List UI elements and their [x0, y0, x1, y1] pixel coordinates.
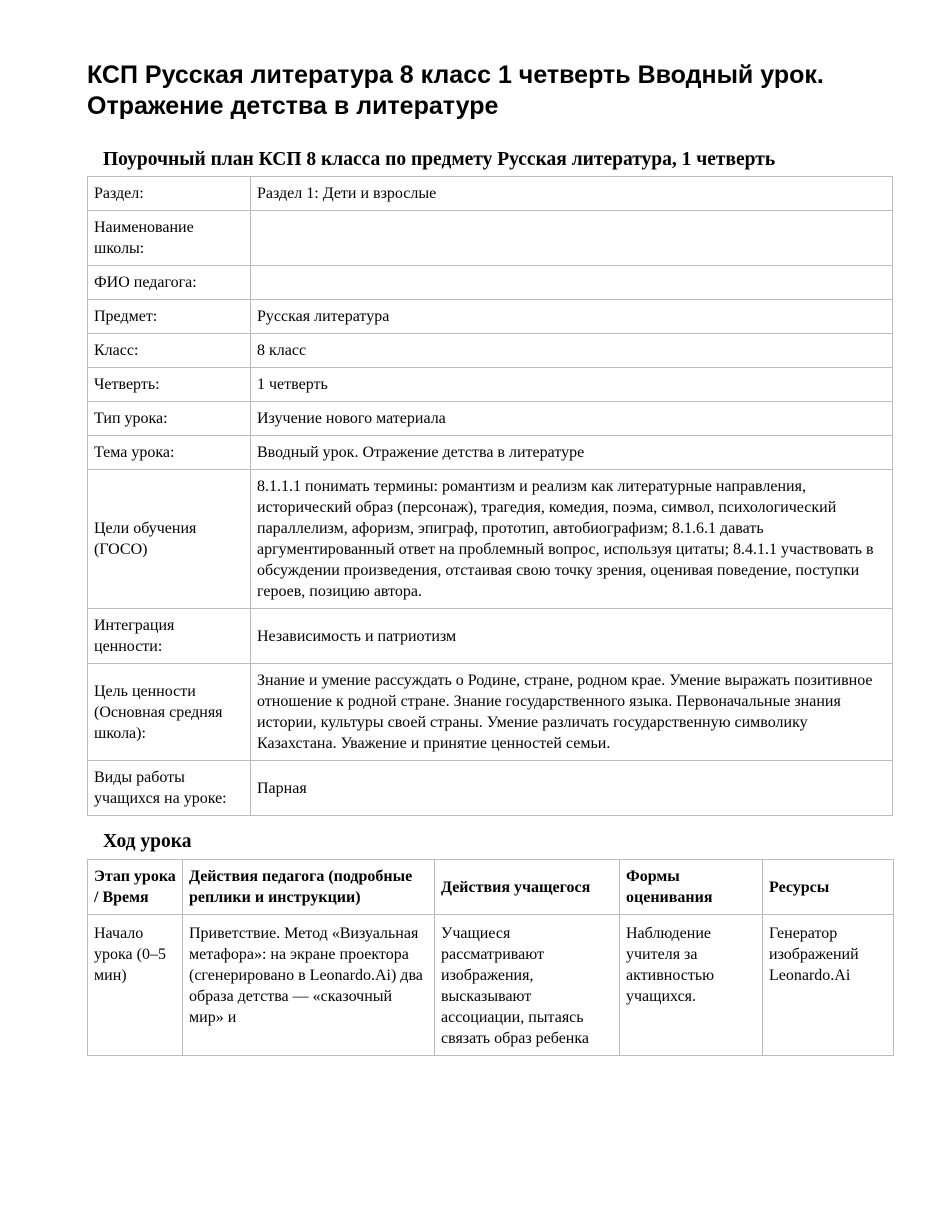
table-row	[88, 915, 894, 1056]
column-header: Действия учащегося	[435, 860, 620, 915]
student-actions-cell	[435, 915, 620, 1056]
teacher-actions-cell	[183, 915, 435, 1056]
student-actions-text: Учащиеся рассматривают изображения, высказывают ассоциации, пытаясь связать образ ребенка	[441, 925, 589, 1047]
info-value	[251, 266, 893, 300]
info-label: Интеграция ценности:	[88, 609, 251, 664]
info-row-school	[88, 211, 893, 266]
info-row-grade	[88, 334, 893, 368]
info-value: Знание и умение рассуждать о Родине, стране, родном крае. Умение выражать позитивное отношение к родной стране. Знание государственного языка. Первоначальные знания истории, культуры своей страны. Умение различать государственную символику Казахстана. Уважение и принятие ценностей семьи.	[251, 664, 893, 761]
info-label: Виды работы учащихся на уроке:	[88, 761, 251, 816]
info-row-value-goal	[88, 664, 893, 761]
table-header-row	[88, 860, 894, 915]
info-value: Независимость и патриотизм	[251, 609, 893, 664]
info-value: 8.1.1.1 понимать термины: романтизм и реализм как литературные направления, исторический образ (персонаж), трагедия, комедия, поэма, символ, психологический параллелизм, афоризм, эпиграф, прототип, автобиографизм; 8.1.6.1 давать аргументированный ответ на проблемный вопрос, используя цитаты; 8.4.1.1 участвовать в обсуждении произведения, отстаивая свою точку зрения, оценивая поведение, поступки героев, позицию автора.	[251, 470, 893, 609]
info-row-learning-goals	[88, 470, 893, 609]
column-header: Этап урока / Время	[88, 860, 183, 915]
info-label: Наименование школы:	[88, 211, 251, 266]
assessment-cell	[620, 915, 763, 1056]
info-label: Четверть:	[88, 368, 251, 402]
info-row-subject	[88, 300, 893, 334]
info-row-work-types	[88, 761, 893, 816]
assessment-text: Наблюдение учителя за активностью учащихся.	[626, 925, 715, 1005]
lesson-flow-heading: Ход урока	[103, 831, 192, 852]
info-label: Раздел:	[88, 177, 251, 211]
info-label: Цель ценности (Основная средняя школа):	[88, 664, 251, 761]
info-row-value-integration	[88, 609, 893, 664]
info-label: Тип урока:	[88, 402, 251, 436]
info-row-quarter	[88, 368, 893, 402]
info-label: Цели обучения (ГОСО)	[88, 470, 251, 609]
document-page	[87, 0, 893, 1056]
info-value: Парная	[251, 761, 893, 816]
info-label: Класс:	[88, 334, 251, 368]
info-value: Раздел 1: Дети и взрослые	[251, 177, 893, 211]
stage-cell	[88, 915, 183, 1056]
info-value: Изучение нового материала	[251, 402, 893, 436]
column-header: Ресурсы	[763, 860, 894, 915]
info-label: Тема урока:	[88, 436, 251, 470]
info-value: 1 четверть	[251, 368, 893, 402]
lesson-flow-table	[87, 859, 894, 1056]
info-label: ФИО педагога:	[88, 266, 251, 300]
column-header: Действия педагога (подробные реплики и инструкции)	[183, 860, 435, 915]
resources-text: Генератор изображений Leonardo.Ai	[769, 925, 859, 984]
stage-text: Начало урока (0–5 мин)	[94, 925, 166, 984]
info-value: Русская литература	[251, 300, 893, 334]
document-title: КСП Русская литература 8 класс 1 четверть Вводный урок. Отражение детства в литературе	[87, 61, 824, 120]
info-value	[251, 211, 893, 266]
info-row-lesson-type	[88, 402, 893, 436]
lesson-info-table	[87, 176, 893, 816]
resources-cell	[763, 915, 894, 1056]
info-label: Предмет:	[88, 300, 251, 334]
info-row-section	[88, 177, 893, 211]
info-row-teacher	[88, 266, 893, 300]
info-value: Вводный урок. Отражение детства в литературе	[251, 436, 893, 470]
plan-subtitle: Поурочный план КСП 8 класса по предмету Русская литература, 1 четверть	[103, 149, 776, 170]
column-header: Формы оценивания	[620, 860, 763, 915]
info-row-lesson-topic	[88, 436, 893, 470]
teacher-actions-text: Приветствие. Метод «Визуальная метафора»: на экране проектора (сгенерировано в Leonardo.Ai) два образа детства — «сказочный мир» и	[189, 925, 423, 1026]
info-value: 8 класс	[251, 334, 893, 368]
